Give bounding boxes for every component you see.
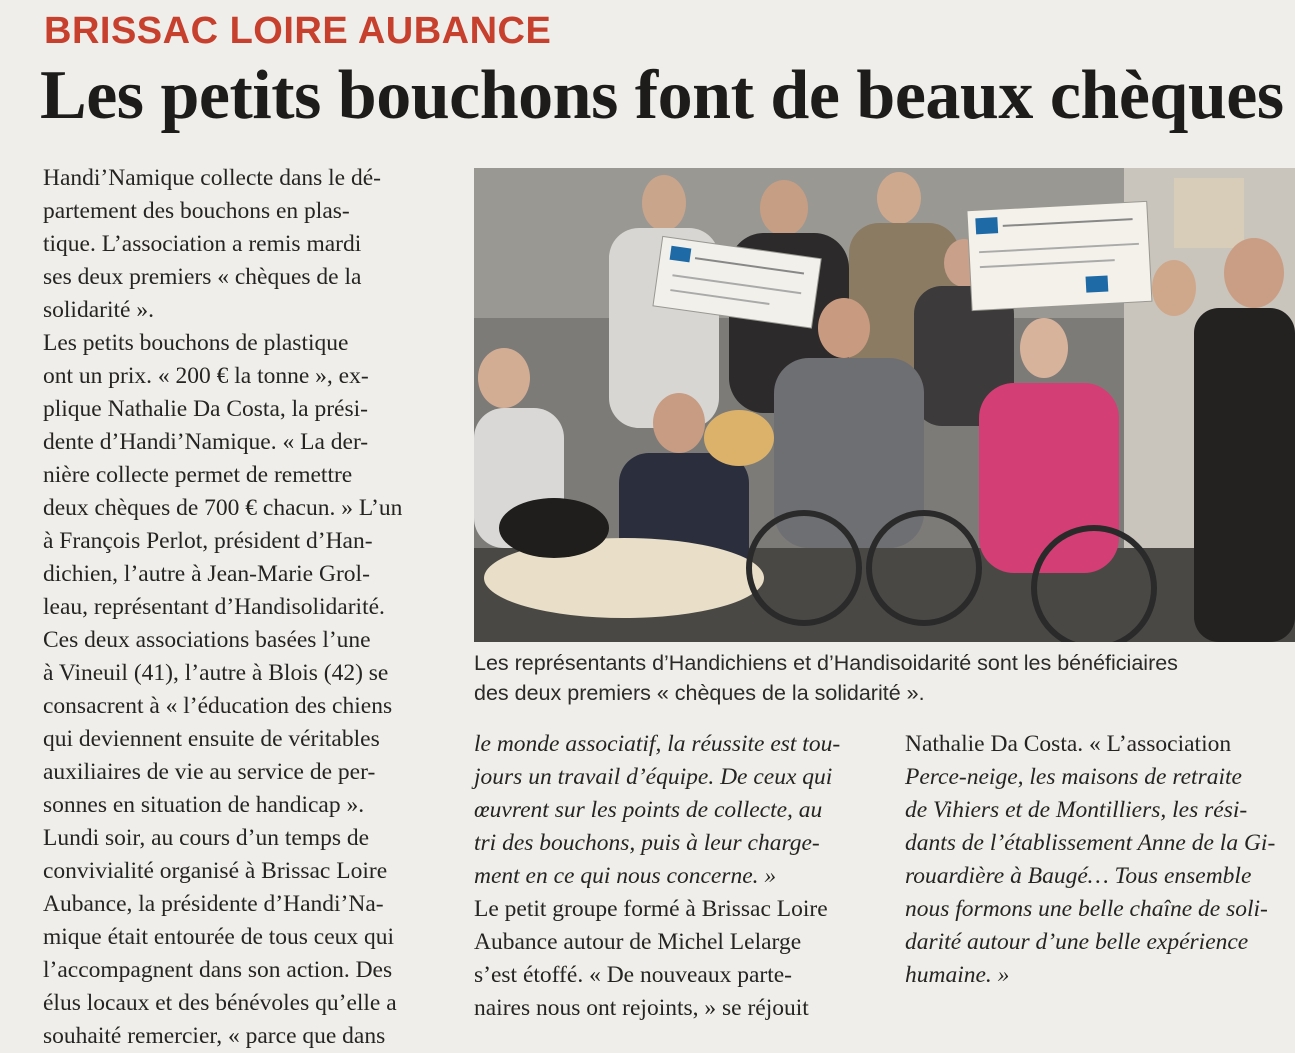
text-line: s’est étoffé. « De nouveaux parte- (474, 962, 792, 988)
column-3 (905, 728, 1295, 992)
text-line: ses deux premiers « chèques de la (43, 264, 362, 290)
text-line: leau, représentant d’Handisolidarité. (43, 594, 385, 620)
text-line: Le petit groupe formé à Brissac Loire (474, 896, 828, 922)
text-line: consacrent à « l’éducation des chiens (43, 693, 393, 719)
text-line: nière collecte permet de remettre (43, 462, 353, 488)
caption-line: Les représentants d’Handichiens et d’Handisoidarité sont les bénéficiaires (474, 651, 1178, 675)
column-1 (43, 162, 443, 1053)
text-line: de Vihiers et de Montilliers, les rési- (905, 797, 1248, 823)
text-line: auxiliaires de vie au service de per- (43, 759, 376, 785)
caption-line: des deux premiers « chèques de la solidarité ». (474, 681, 925, 705)
text-line: à François Perlot, président d’Han- (43, 528, 373, 554)
headline: Les petits bouchons font de beaux chèques (40, 57, 1284, 134)
text-line: jours un travail d’équipe. De ceux qui (474, 764, 833, 790)
photo-caption (474, 648, 1295, 708)
text-line: Aubance, la présidente d’Handi’Na- (43, 891, 384, 917)
text-line: partement des bouchons en plas- (43, 198, 350, 224)
text-line: l’accompagnent dans son action. Des (43, 957, 393, 983)
text-line: sonnes en situation de handicap ». (43, 792, 365, 818)
text-line: Nathalie Da Costa. « L’association (905, 731, 1232, 757)
text-line: nous formons une belle chaîne de soli- (905, 896, 1268, 922)
text-line: naires nous ont rejoints, » se réjouit (474, 995, 809, 1021)
text-line: dants de l’établissement Anne de la Gi- (905, 830, 1276, 856)
text-line: ont un prix. « 200 € la tonne », ex- (43, 363, 369, 389)
text-line: Lundi soir, au cours d’un temps de (43, 825, 370, 851)
text-line: Ces deux associations basées l’une (43, 627, 371, 653)
text-line: dente d’Handi’Namique. « La der- (43, 429, 369, 455)
text-line: Aubance autour de Michel Lelarge (474, 929, 802, 955)
text-line: tri des bouchons, puis à leur charge- (474, 830, 820, 856)
text-line: darité autour d’une belle expérience (905, 929, 1249, 955)
text-line: humaine. » (905, 962, 1010, 988)
text-line: œuvrent sur les points de collecte, au (474, 797, 823, 823)
text-line: à Vineuil (41), l’autre à Blois (42) se (43, 660, 389, 686)
text-line: dichien, l’autre à Jean-Marie Grol- (43, 561, 370, 587)
text-line: Handi’Namique collecte dans le dé- (43, 165, 381, 191)
text-line: plique Nathalie Da Costa, la prési- (43, 396, 368, 422)
text-line: mique était entourée de tous ceux qui (43, 924, 395, 950)
text-line: deux chèques de 700 € chacun. » L’un (43, 495, 403, 521)
text-line: Les petits bouchons de plastique (43, 330, 349, 356)
text-line: tique. L’association a remis mardi (43, 231, 362, 257)
text-line: rouardière à Baugé… Tous ensemble (905, 863, 1252, 889)
text-line: convivialité organisé à Brissac Loire (43, 858, 388, 884)
text-line: solidarité ». (43, 297, 154, 323)
text-line: le monde associatif, la réussite est tou- (474, 731, 841, 757)
text-line: élus locaux et des bénévoles qu’elle a (43, 990, 397, 1016)
text-line: qui deviennent ensuite de véritables (43, 726, 380, 752)
article-photo (474, 168, 1295, 642)
column-2 (474, 728, 874, 1025)
text-line: ment en ce qui nous concerne. » (474, 863, 777, 889)
section-label: BRISSAC LOIRE AUBANCE (44, 10, 552, 52)
text-line: Perce-neige, les maisons de retraite (905, 764, 1242, 790)
text-line: souhaité remercier, « parce que dans (43, 1023, 386, 1049)
